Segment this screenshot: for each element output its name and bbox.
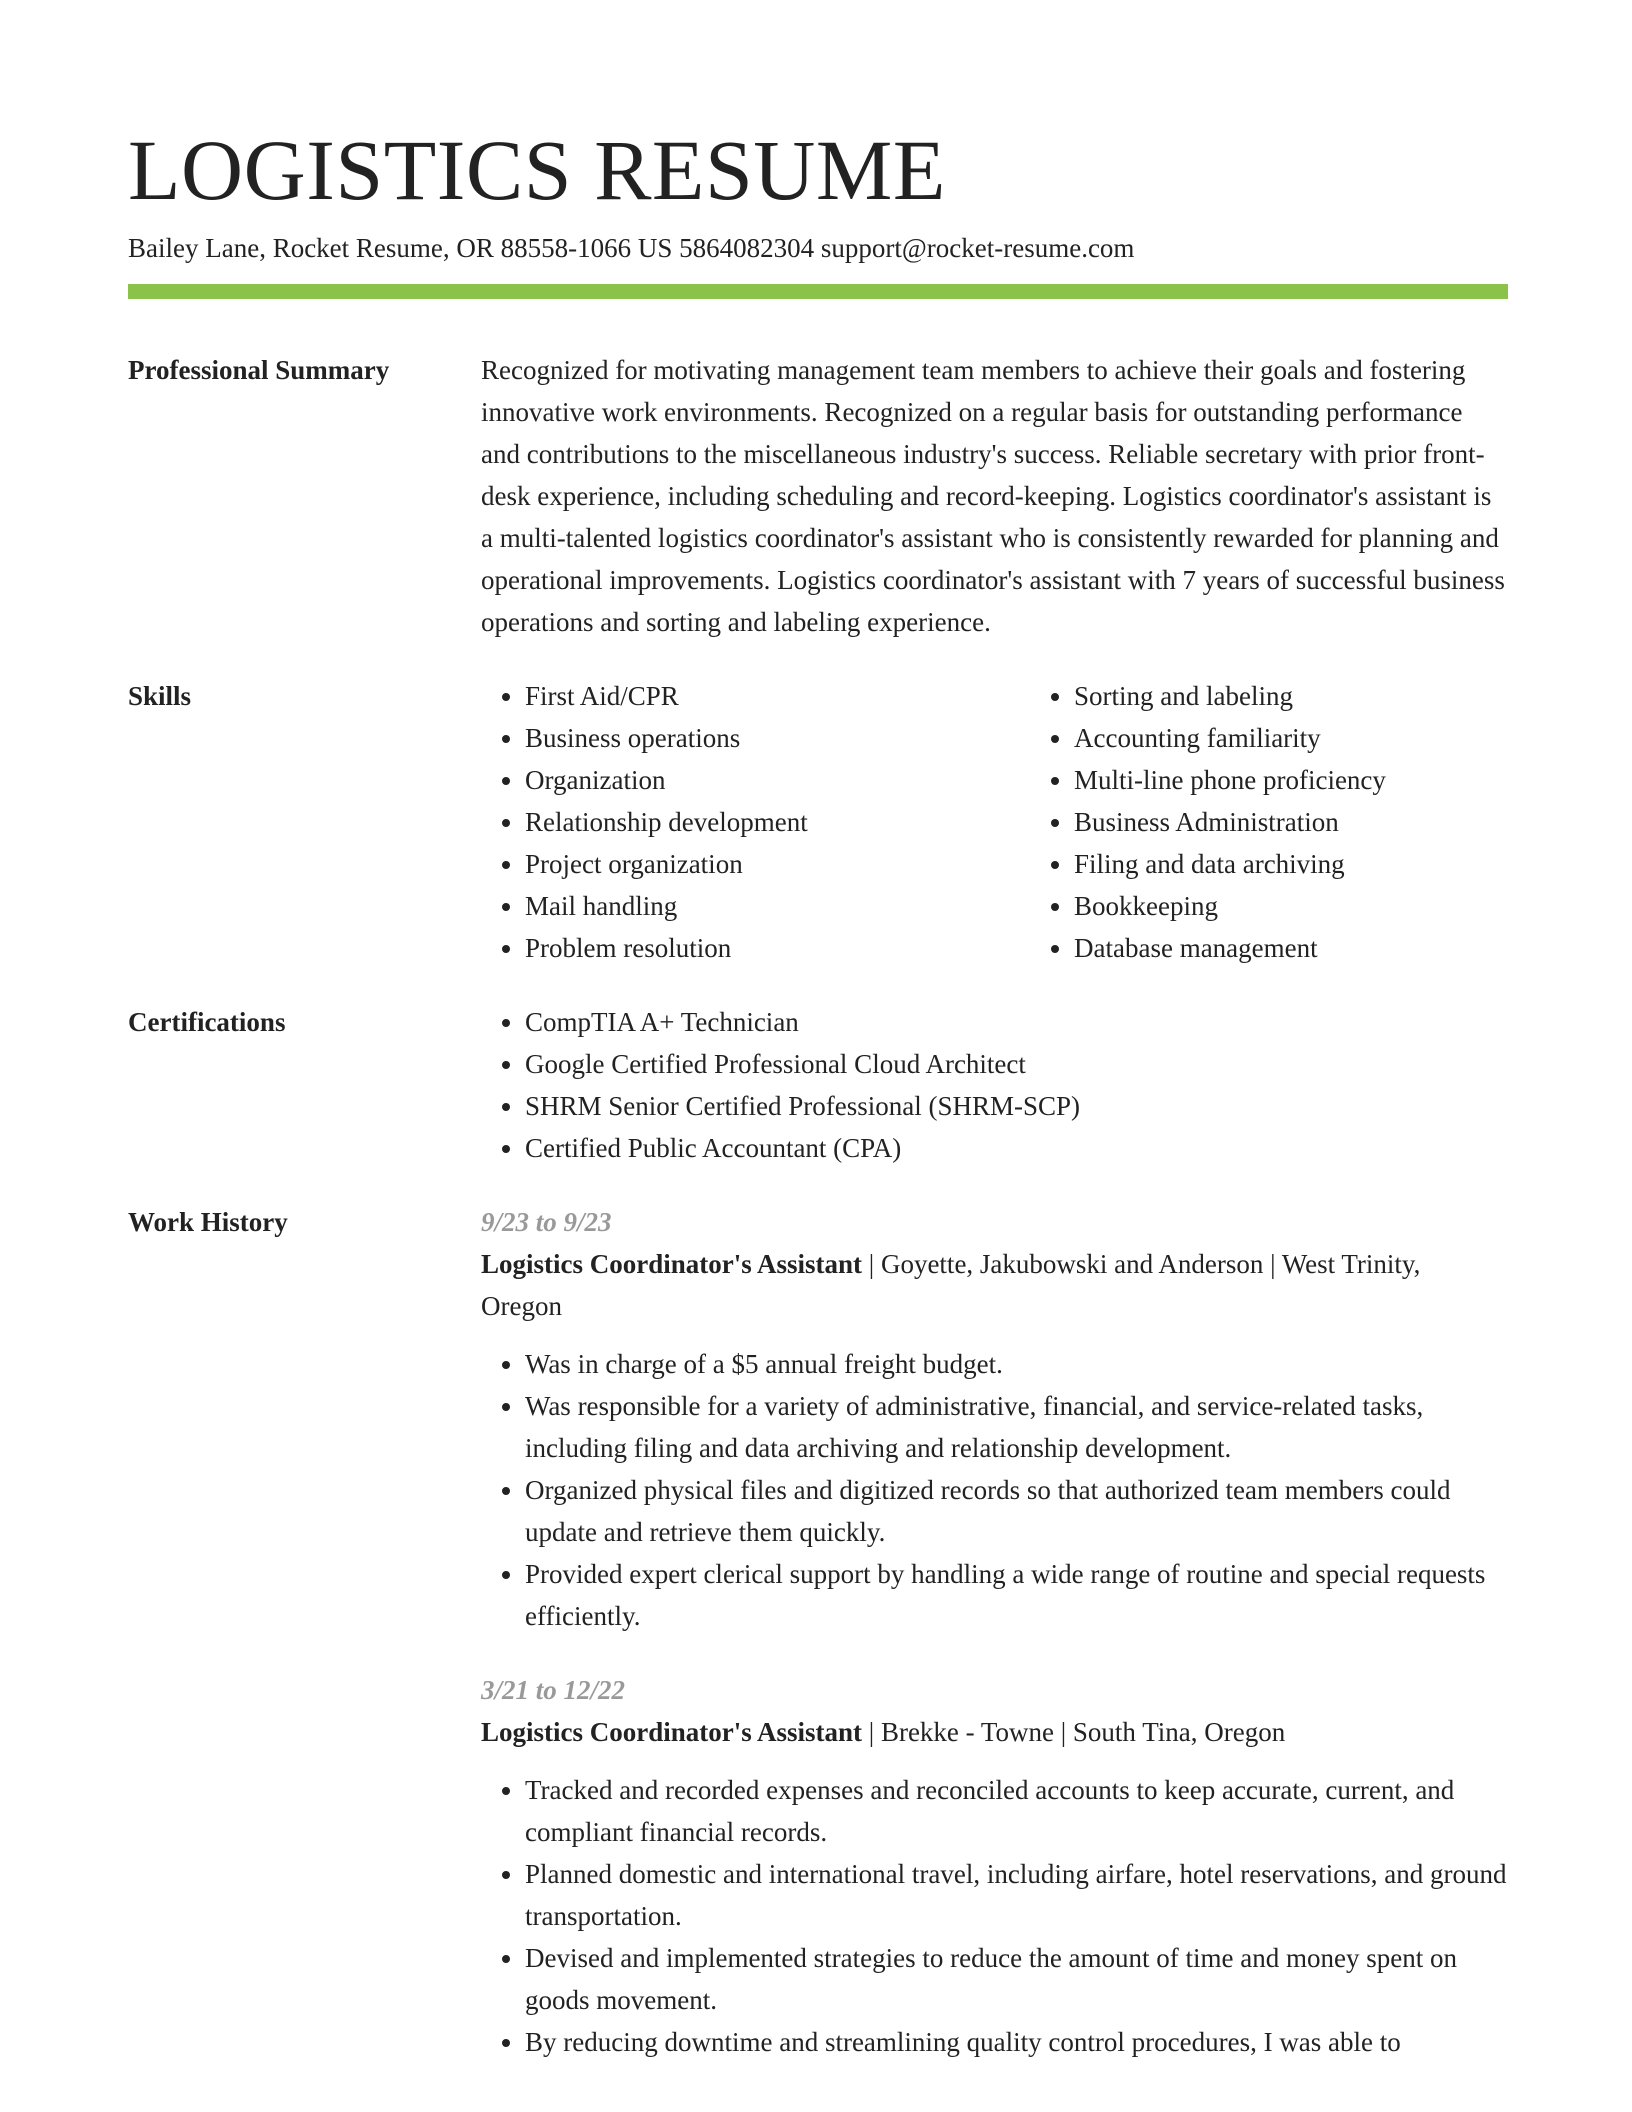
- work-history-section: [128, 1201, 1508, 2063]
- certification-item: • CompTIA A+ Technician: [525, 1001, 1508, 1043]
- certification-item: • SHRM Senior Certified Professional (SHRM-SCP): [525, 1085, 1508, 1127]
- accent-divider: [128, 284, 1508, 299]
- job-bullets: [481, 1343, 1508, 1637]
- section-label-skills: Skills: [128, 681, 192, 711]
- summary-text: Recognized for motivating management team members to achieve their goals and fostering innovative work environments. Recognized on a regular basis for outstanding performance and contributions to the miscellaneous industry's success. Reliable secretary with prior front-desk experience, including scheduling and record-keeping. Logistics coordinator's assistant is a multi-talented logistics coordinator's assistant who is consistently rewarded for planning and operational improvements. Logistics coordinator's assistant with 7 years of successful business operations and sorting and labeling experience.: [481, 355, 1505, 637]
- summary-section: [128, 349, 1508, 643]
- skill-item: • Multi-line phone proficiency: [1074, 759, 1579, 801]
- skill-item: • Sorting and labeling: [1074, 675, 1579, 717]
- certification-item: • Google Certified Professional Cloud Architect: [525, 1043, 1508, 1085]
- section-label-certifications: Certifications: [128, 1007, 286, 1037]
- job-bullet: • Planned domestic and international travel, including airfare, hotel reservations, and ground transportation.: [525, 1853, 1508, 1937]
- skill-item: • Organization: [525, 759, 1030, 801]
- job-employer-location: | Brekke - Towne | South Tina, Oregon: [862, 1717, 1286, 1747]
- contact-line: Bailey Lane, Rocket Resume, OR 88558-1066 US 5864082304 support@rocket-resume.com: [128, 233, 1135, 263]
- job-bullet: • Was responsible for a variety of administrative, financial, and service-related tasks, including filing and data archiving and relationship development.: [525, 1385, 1508, 1469]
- skill-item: • First Aid/CPR: [525, 675, 1030, 717]
- resume-title: LOGISTICS RESUME: [128, 122, 946, 218]
- skill-item: • Database management: [1074, 927, 1579, 969]
- certification-item: • Certified Public Accountant (CPA): [525, 1127, 1508, 1169]
- job-bullets: [481, 1769, 1508, 2063]
- resume-page: [128, 120, 1508, 2063]
- job-bullet: • By reducing downtime and streamlining quality control procedures, I was able to: [525, 2021, 1508, 2063]
- job-dates: 3/21 to 12/22: [481, 1675, 626, 1705]
- job-entry: [481, 1669, 1508, 2063]
- job-bullet: • Provided expert clerical support by handling a wide range of routine and special requests efficiently.: [525, 1553, 1508, 1637]
- skill-item: • Filing and data archiving: [1074, 843, 1579, 885]
- job-heading: [481, 1243, 1508, 1327]
- skill-item: • Mail handling: [525, 885, 1030, 927]
- skill-item: • Accounting familiarity: [1074, 717, 1579, 759]
- skills-list-right: [1030, 675, 1579, 969]
- job-bullet: • Organized physical files and digitized records so that authorized team members could update and retrieve them quickly.: [525, 1469, 1508, 1553]
- job-entry: [481, 1201, 1508, 1637]
- job-title: Logistics Coordinator's Assistant: [481, 1717, 863, 1747]
- work-history-body: [481, 1201, 1508, 2063]
- skills-list-left: [481, 675, 1030, 969]
- job-bullet: • Devised and implemented strategies to reduce the amount of time and money spent on goods movement.: [525, 1937, 1508, 2021]
- skills-columns: [481, 675, 1579, 969]
- skill-item: • Relationship development: [525, 801, 1030, 843]
- job-heading: [481, 1711, 1508, 1753]
- skill-item: • Business operations: [525, 717, 1030, 759]
- job-bullet: • Tracked and recorded expenses and reconciled accounts to keep accurate, current, and compliant financial records.: [525, 1769, 1508, 1853]
- job-employer-location: | Goyette, Jakubowski and Anderson | West Trinity, Oregon: [481, 1249, 1421, 1321]
- certifications-section: [128, 1001, 1508, 1169]
- skill-item: • Business Administration: [1074, 801, 1579, 843]
- skill-item: • Project organization: [525, 843, 1030, 885]
- section-label-summary: Professional Summary: [128, 355, 390, 385]
- skill-item: • Problem resolution: [525, 927, 1030, 969]
- certifications-body: [481, 1001, 1508, 1169]
- skill-item: • Bookkeeping: [1074, 885, 1579, 927]
- job-title: Logistics Coordinator's Assistant: [481, 1249, 863, 1279]
- job-bullet: • Was in charge of a $5 annual freight budget.: [525, 1343, 1508, 1385]
- certifications-list: [481, 1001, 1508, 1169]
- job-dates: 9/23 to 9/23: [481, 1207, 612, 1237]
- section-label-work-history: Work History: [128, 1207, 288, 1237]
- skills-section: [128, 675, 1508, 969]
